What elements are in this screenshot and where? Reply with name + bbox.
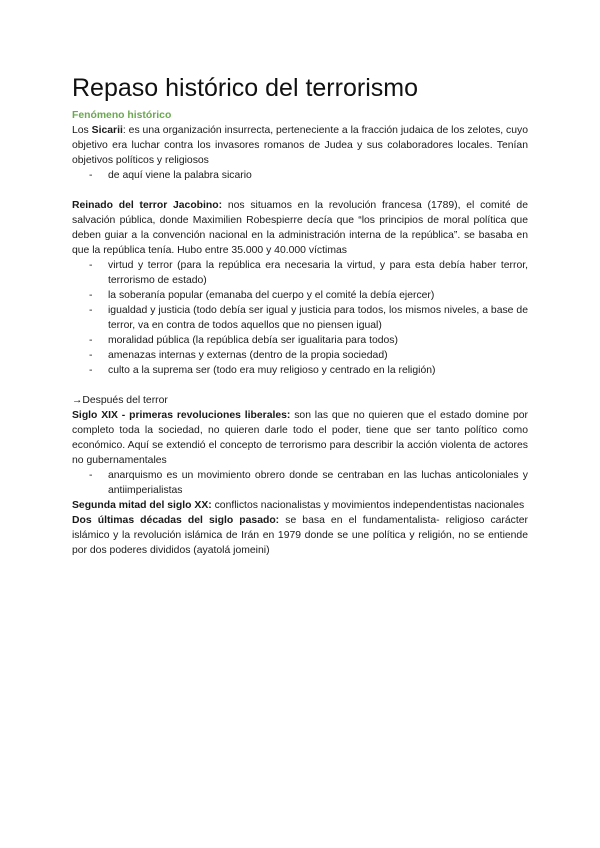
ultimas-decadas-paragraph (72, 513, 528, 558)
sicarii-term: Sicarii (91, 125, 123, 136)
dash-bullet: - (89, 335, 93, 346)
dash-bullet: - (89, 470, 93, 481)
list-item (89, 333, 528, 348)
list-item-text: amenazas internas y externas (dentro de la propia sociedad) (108, 350, 388, 361)
sicarii-list (72, 168, 528, 183)
sicarii-paragraph (72, 123, 528, 168)
list-item-text: de aquí viene la palabra sicario (108, 170, 252, 181)
list-item (89, 288, 528, 303)
sicarii-text: : es una organización insurrecta, perteneciente a la fracción judaica de los zelotes, cuyo objetivo era luchar contra los invasores romanos de Judea y sus colaboradores locales. Tenían objetivos políticos y religiosos (72, 125, 529, 166)
segunda-mitad-paragraph (72, 498, 528, 513)
segunda-mitad-text: conflictos nacionalistas y movimientos independentistas nacionales (211, 500, 525, 511)
list-item-text: moralidad pública (la república debía ser igualitaria para todos) (108, 335, 398, 346)
list-item (89, 348, 528, 363)
list-item (89, 363, 528, 378)
siglo-xix-heading: Siglo XIX - primeras revoluciones liberales: (72, 410, 291, 421)
list-item-text: virtud y terror (para la república era necesaria la virtud, y para esta debía haber terror, terrorismo de estado) (108, 260, 528, 286)
list-item-text: la soberanía popular (emanaba del cuerpo y el comité la debía ejercer) (108, 290, 435, 301)
dash-bullet: - (89, 365, 93, 376)
list-item (89, 303, 528, 333)
siglo-xix-list (72, 468, 528, 498)
list-item-text: culto a la suprema ser (todo era muy religioso y centrado en la religión) (108, 365, 436, 376)
list-item (89, 168, 528, 183)
jacobino-text: nos situamos en la revolución francesa (1789), el comité de salvación pública, donde Maximilien Robespierre decía que “los principios de moral política que deben guiar a la convención nacional en la administración interna de la república”. se basaba en que la república tenía. Hubo entre 35.000 y 40.000 víctimas (72, 200, 528, 256)
despues-line: →Después del terror (72, 395, 168, 406)
list-item-text: igualdad y justicia (todo debía ser igual y justicia para todos, los mismos niveles, a base de terror, va en contra de todos aquellos que no piensen igual) (108, 305, 528, 331)
jacobino-paragraph (72, 198, 528, 258)
ultimas-decadas-text: se basa en el fundamentalista- religioso carácter islámico y la revolución islámica de Irán en 1979 donde se une política y religión, no se entiende por dos poderes divididos (ayatolá jomeini) (72, 515, 528, 556)
dash-bullet: - (89, 290, 93, 301)
siglo-xix-text: son las que no quieren que el estado domine por completo toda la sociedad, no quieren darle todo el poder, tiene que ser tanto político como económico. Aquí se extendió el concepto de terrorismo para describir la acción violenta de actores no gubernamentales (72, 410, 528, 466)
list-item-text: anarquismo es un movimiento obrero donde se centraban en las luchas anticoloniales y antiimperialistas (108, 470, 528, 496)
document-page (72, 72, 528, 558)
sicarii-prefix: Los (72, 125, 92, 136)
list-item (89, 468, 528, 498)
segunda-mitad-heading: Segunda mitad del siglo XX: (72, 500, 212, 511)
jacobino-list (72, 258, 528, 378)
siglo-xix-paragraph (72, 408, 528, 468)
section-subheading: Fenómeno histórico (72, 110, 172, 121)
jacobino-heading: Reinado del terror Jacobino: (72, 200, 223, 211)
dash-bullet: - (89, 170, 93, 181)
dash-bullet: - (89, 260, 93, 271)
page-title: Repaso histórico del terrorismo (72, 74, 418, 102)
dash-bullet: - (89, 350, 93, 361)
dash-bullet: - (89, 305, 93, 316)
ultimas-decadas-heading: Dos últimas décadas del siglo pasado: (72, 515, 280, 526)
list-item (89, 258, 528, 288)
